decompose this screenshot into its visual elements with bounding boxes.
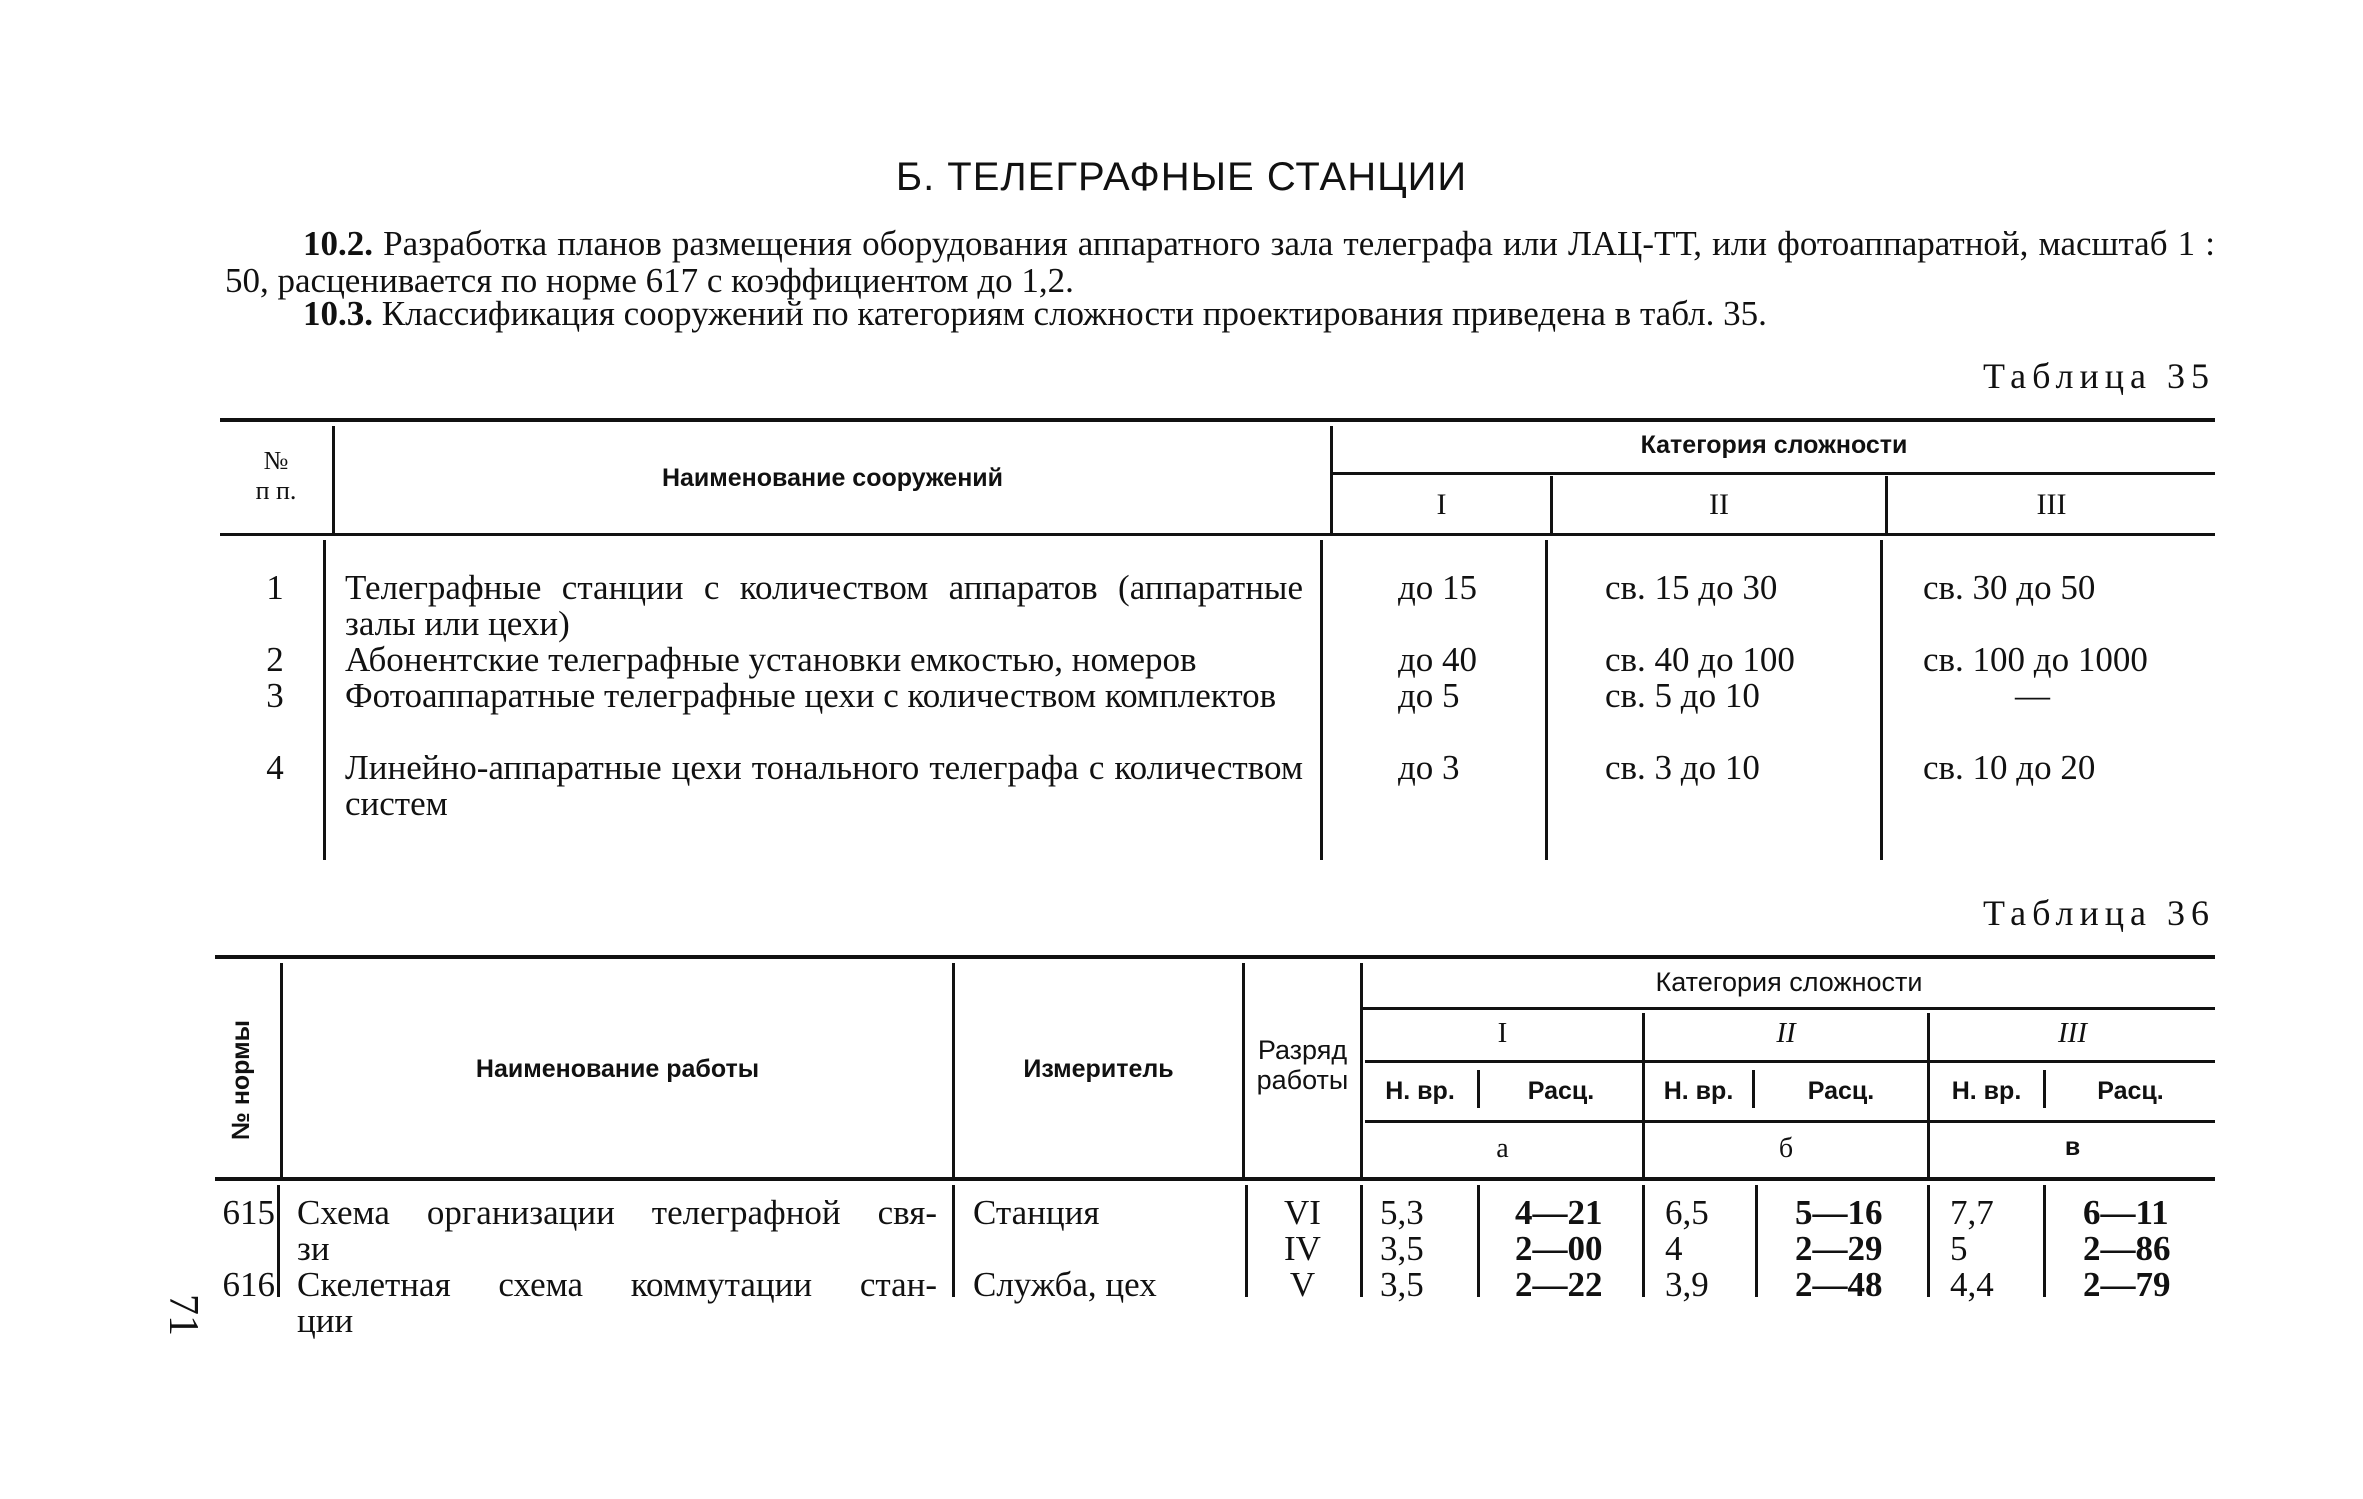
table-36-caption: Таблица 36 bbox=[1983, 893, 2215, 933]
row-num: 3 bbox=[266, 676, 284, 715]
divider bbox=[1365, 1120, 2215, 1123]
row-num: 616 bbox=[222, 1265, 275, 1304]
divider bbox=[1927, 1185, 1930, 1297]
value-hvr-ii: 4 bbox=[1665, 1229, 1683, 1268]
header-name: Наименование сооружений bbox=[661, 464, 1004, 492]
table-top-rule bbox=[215, 955, 2215, 959]
divider bbox=[1477, 1185, 1480, 1297]
header-grade-line: Разряд bbox=[1257, 1035, 1348, 1065]
header-num-line: № bbox=[263, 446, 289, 475]
paragraph-10-2 bbox=[225, 225, 2215, 299]
header-hvr-i: Н. вр. bbox=[1385, 1077, 1455, 1105]
header-letter-b: б bbox=[1778, 1133, 1794, 1164]
header-hvr-iii: Н. вр. bbox=[1951, 1077, 2022, 1105]
value-rasc-i: 4—21 bbox=[1515, 1193, 1603, 1232]
value-rasc-iii: 2—79 bbox=[2083, 1265, 2171, 1304]
row-unit: Станция bbox=[973, 1193, 1100, 1232]
row-cat-iii: св. 30 до 50 bbox=[1923, 568, 2096, 607]
row-name: Абонентские телеграфные установки емкостью, номеров bbox=[345, 640, 1197, 679]
row-grade: VI bbox=[1284, 1193, 1321, 1232]
divider bbox=[1755, 1185, 1758, 1297]
row-name: Телеграфные станции с количеством аппаратов (аппаратные залы или цехи) bbox=[345, 568, 1303, 643]
header-rasc-iii: Расц. bbox=[2097, 1077, 2164, 1105]
row-cat-ii: св. 15 до 30 bbox=[1605, 568, 1778, 607]
row-num: 615 bbox=[222, 1193, 275, 1232]
value-rasc-iii: 6—11 bbox=[2083, 1193, 2169, 1232]
row-name: Линейно-аппаратные цехи тонального телеграфа с количеством систем bbox=[345, 748, 1303, 823]
paragraph-text: Разработка планов размещения оборудования аппаратного зала телеграфа или ЛАЦ-ТТ, или фотоаппаратной, масштаб 1 : 50, расценивается по норме 617 с коэффициентом до 1,2. bbox=[225, 224, 2215, 300]
value-hvr-iii: 5 bbox=[1950, 1229, 1968, 1268]
row-cat-iii: св. 10 до 20 bbox=[1923, 748, 2096, 787]
table-header-rule bbox=[215, 1177, 2215, 1181]
row-num: 1 bbox=[266, 568, 284, 607]
value-rasc-i: 2—00 bbox=[1515, 1229, 1603, 1268]
header-num: № нормы bbox=[227, 1020, 255, 1140]
divider bbox=[323, 540, 326, 860]
header-grade bbox=[1245, 1035, 1360, 1095]
header-cat-iii: III bbox=[2036, 488, 2067, 521]
value-rasc-iii: 2—86 bbox=[2083, 1229, 2171, 1268]
header-num-line: п п. bbox=[255, 476, 297, 505]
divider bbox=[1332, 472, 2215, 475]
paragraph-10-3 bbox=[225, 295, 2215, 332]
header-letter-v: в bbox=[2064, 1133, 2081, 1161]
header-category: Категория сложности bbox=[1655, 967, 1923, 997]
header-hvr-ii: Н. вр. bbox=[1663, 1077, 1734, 1105]
row-cat-iii: — bbox=[2015, 676, 2050, 715]
table-top-rule bbox=[220, 418, 2215, 422]
header-cat-iii: III bbox=[2058, 1017, 2087, 1049]
page-number: 71 bbox=[160, 1294, 206, 1336]
section-title: Б. ТЕЛЕГРАФНЫЕ СТАНЦИИ bbox=[895, 155, 1468, 199]
header-rasc-i: Расц. bbox=[1527, 1077, 1595, 1105]
row-name-line: Схема организации телеграфной свя- bbox=[297, 1193, 937, 1232]
header-rasc-ii: Расц. bbox=[1807, 1077, 1875, 1105]
paragraph-number: 10.2. bbox=[303, 224, 373, 263]
row-cat-ii: св. 40 до 100 bbox=[1605, 640, 1795, 679]
value-rasc-ii: 2—48 bbox=[1795, 1265, 1883, 1304]
header-num bbox=[220, 446, 332, 506]
table-header-rule bbox=[220, 533, 2215, 536]
row-grade: IV bbox=[1284, 1229, 1321, 1268]
value-hvr-iii: 7,7 bbox=[1950, 1193, 1994, 1232]
value-hvr-i: 5,3 bbox=[1380, 1193, 1424, 1232]
value-rasc-i: 2—22 bbox=[1515, 1265, 1603, 1304]
value-hvr-ii: 3,9 bbox=[1665, 1265, 1709, 1304]
header-cat-i: I bbox=[1497, 1017, 1508, 1049]
row-unit: Служба, цех bbox=[973, 1265, 1157, 1304]
paragraph-text: Классификация сооружений по категориям сложности проектирования приведена в табл. 35. bbox=[381, 294, 1767, 333]
row-cat-ii: св. 3 до 10 bbox=[1605, 748, 1760, 787]
row-num: 4 bbox=[266, 748, 284, 787]
row-name-line: Скелетная схема коммутации стан- bbox=[297, 1265, 937, 1304]
divider bbox=[2043, 1185, 2046, 1297]
row-cat-i: до 40 bbox=[1398, 640, 1478, 679]
header-name: Наименование работы bbox=[475, 1055, 760, 1083]
value-hvr-ii: 6,5 bbox=[1665, 1193, 1709, 1232]
value-hvr-i: 3,5 bbox=[1380, 1265, 1424, 1304]
value-rasc-ii: 2—29 bbox=[1795, 1229, 1883, 1268]
header-cat-i: I bbox=[1436, 488, 1447, 521]
divider bbox=[1360, 1185, 1363, 1297]
table-35-caption: Таблица 35 bbox=[1983, 356, 2215, 396]
divider bbox=[1642, 1185, 1645, 1297]
row-cat-i: до 5 bbox=[1398, 676, 1460, 715]
divider bbox=[952, 1185, 955, 1297]
paragraph-number: 10.3. bbox=[303, 294, 373, 333]
value-hvr-iii: 4,4 bbox=[1950, 1265, 1994, 1304]
header-cat-ii: II bbox=[1709, 488, 1729, 521]
divider bbox=[1320, 540, 1323, 860]
divider bbox=[1363, 1007, 2215, 1010]
value-hvr-i: 3,5 bbox=[1380, 1229, 1424, 1268]
row-cat-ii: св. 5 до 10 bbox=[1605, 676, 1760, 715]
row-cat-i: до 3 bbox=[1398, 748, 1460, 787]
row-grade: V bbox=[1289, 1265, 1316, 1304]
header-grade-line: работы bbox=[1256, 1065, 1349, 1095]
value-rasc-ii: 5—16 bbox=[1795, 1193, 1883, 1232]
header-cat-ii: II bbox=[1776, 1017, 1796, 1049]
row-name: Фотоаппаратные телеграфные цехи с количеством комплектов bbox=[345, 676, 1277, 715]
divider bbox=[277, 1185, 280, 1297]
row-cat-iii: св. 100 до 1000 bbox=[1923, 640, 2148, 679]
header-unit: Измеритель bbox=[1023, 1055, 1174, 1083]
header-category: Категория сложности bbox=[1640, 431, 1908, 459]
row-name-line: ции bbox=[297, 1301, 354, 1340]
row-num: 2 bbox=[266, 640, 284, 679]
divider bbox=[1880, 540, 1883, 860]
row-name-line: зи bbox=[297, 1229, 330, 1268]
row-cat-i: до 15 bbox=[1398, 568, 1478, 607]
divider bbox=[1365, 1060, 2215, 1063]
divider bbox=[1545, 540, 1548, 860]
header-letter-a: а bbox=[1496, 1133, 1509, 1164]
